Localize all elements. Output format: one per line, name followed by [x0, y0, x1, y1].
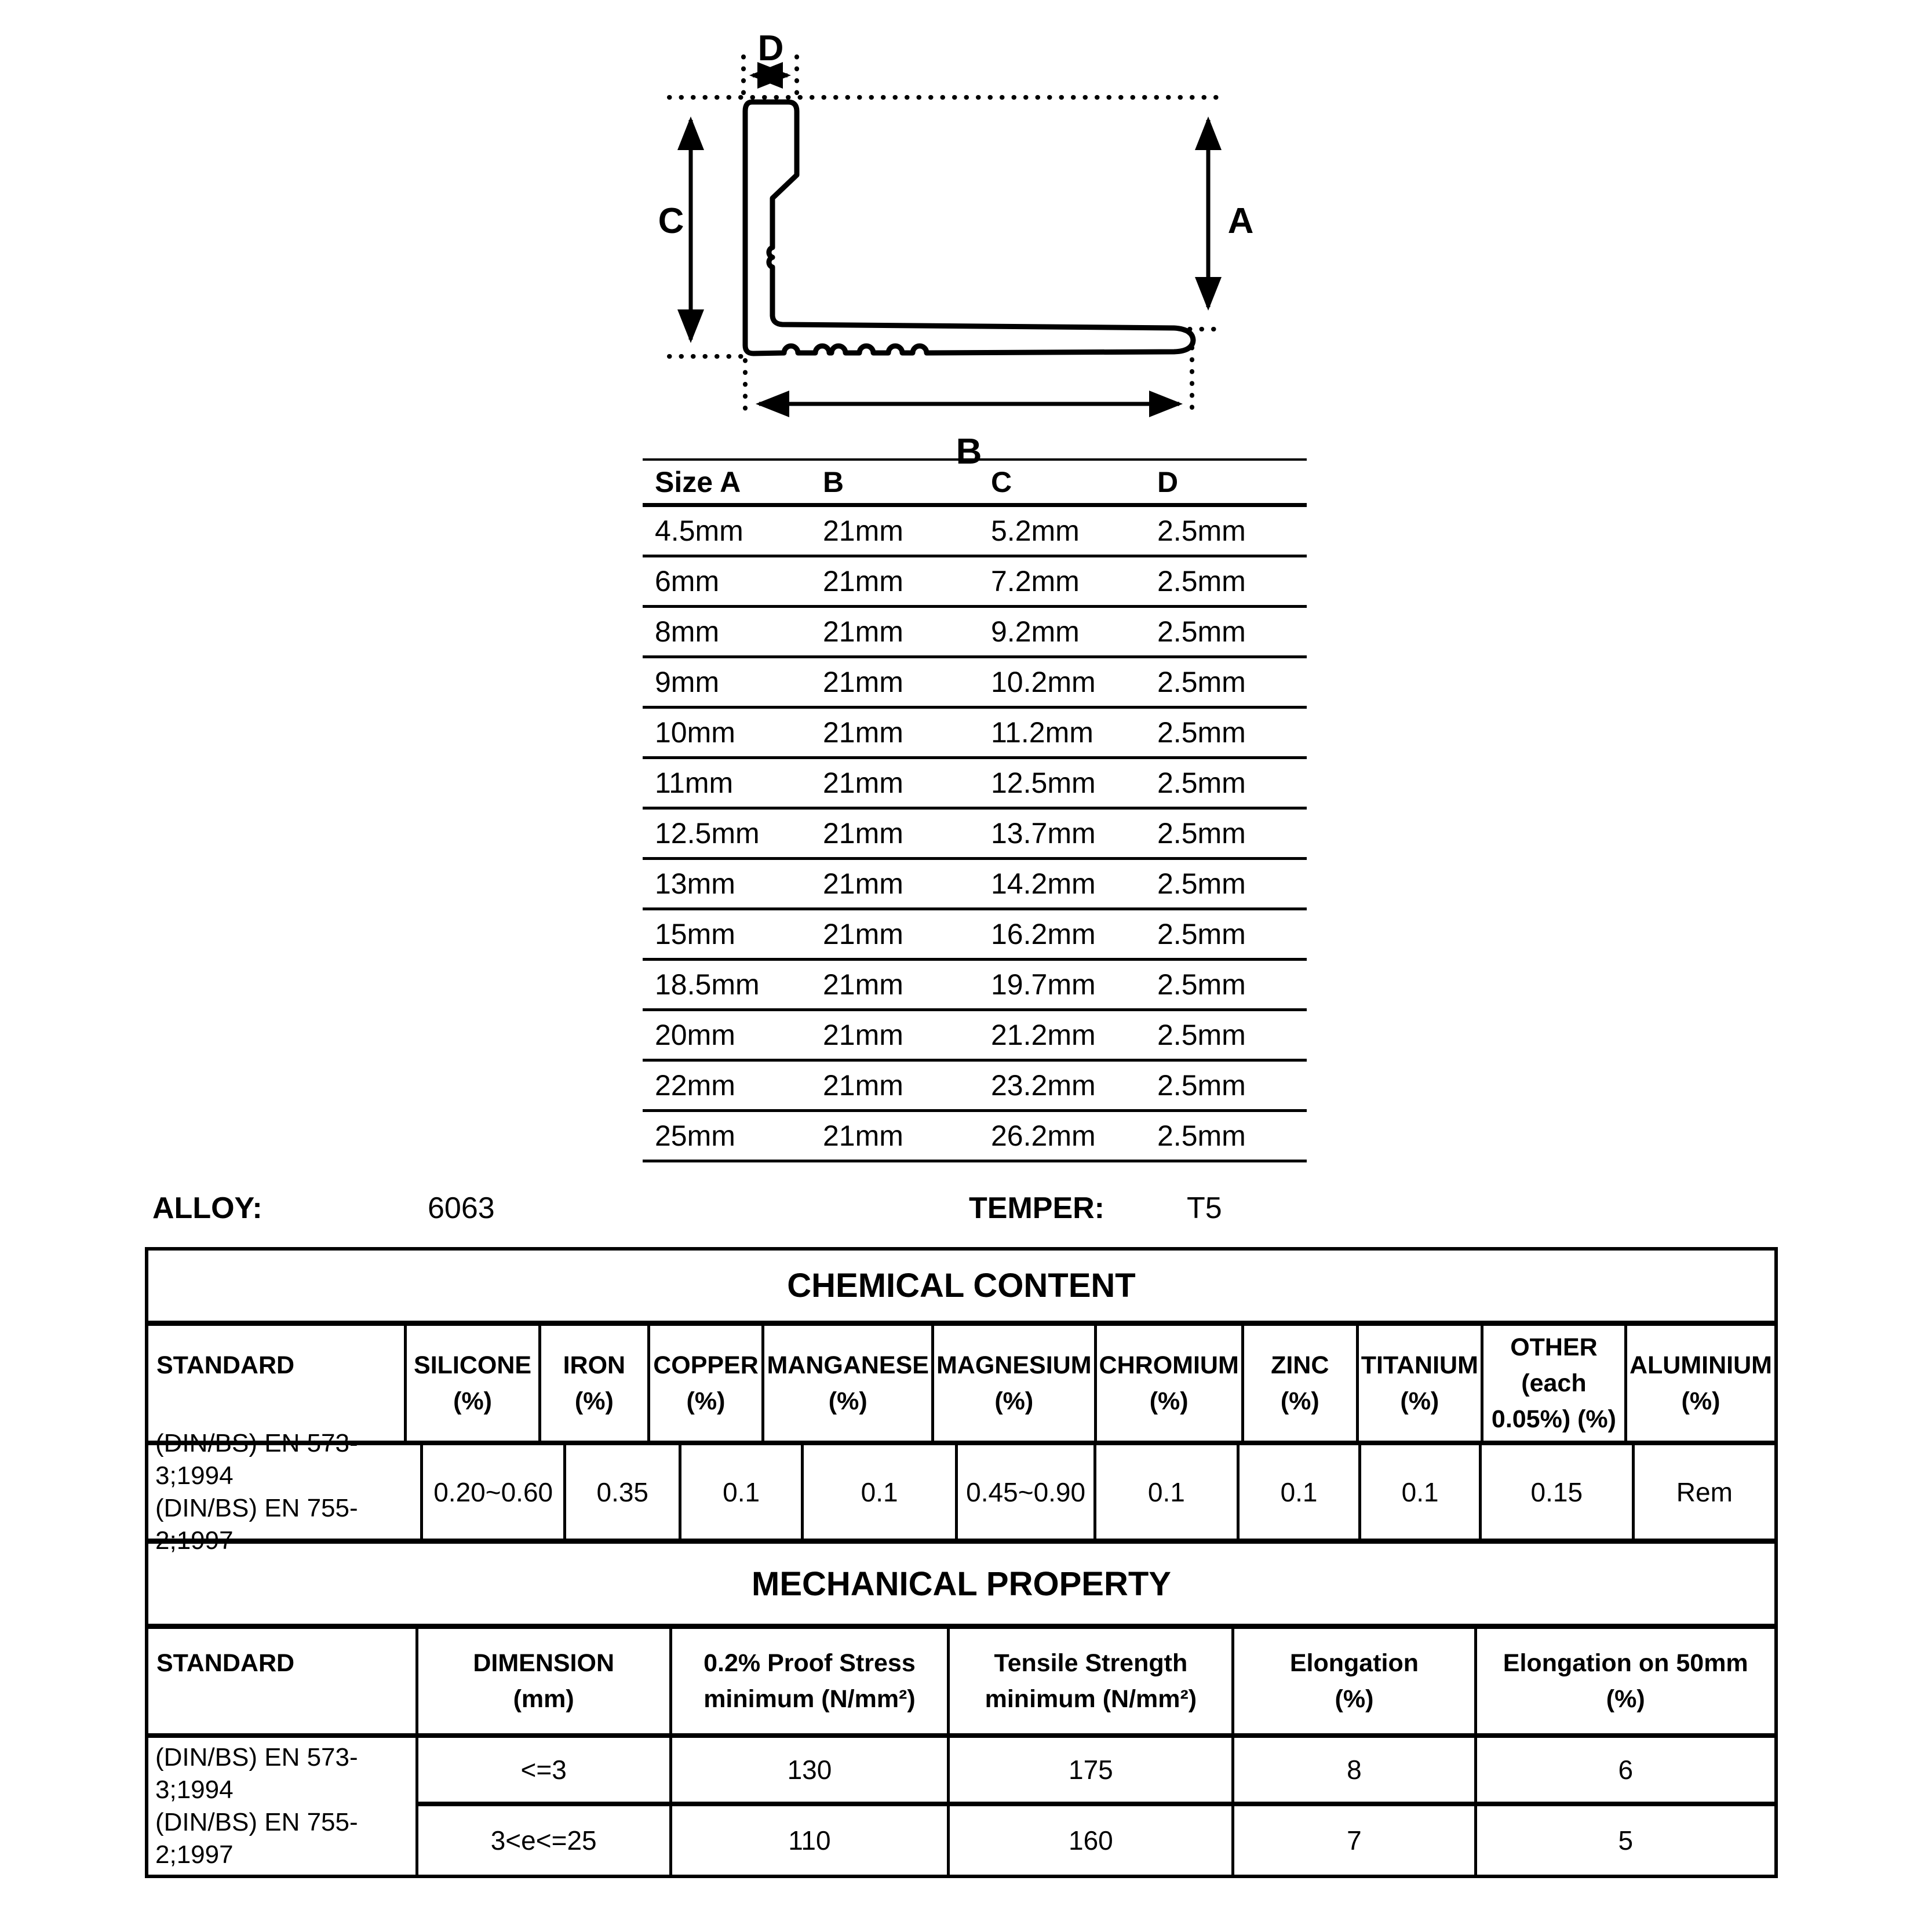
- dimension-label-a: A: [1227, 201, 1254, 241]
- size-table-cell: 21mm: [823, 1069, 903, 1102]
- column-header-unit: 0.05%) (%): [1491, 1405, 1616, 1433]
- column-header-name: OTHER (each: [1510, 1333, 1598, 1397]
- chemical-value-cell: 0.1: [1240, 1445, 1361, 1539]
- column-header: [541, 1326, 650, 1441]
- size-table-cell: 2.5mm: [1157, 1069, 1246, 1102]
- size-table-row: [643, 1062, 1307, 1112]
- column-header-unit: (%): [1606, 1685, 1645, 1713]
- chemical-value-cell: 0.15: [1482, 1445, 1635, 1539]
- column-header: [672, 1629, 950, 1733]
- size-table-cell: 21.2mm: [991, 1019, 1096, 1051]
- mechanical-standard-cell: [148, 1738, 418, 1875]
- alloy-label: ALLOY:: [152, 1191, 263, 1225]
- size-table-cell: 21mm: [823, 1120, 903, 1152]
- size-table-row: [643, 507, 1307, 557]
- column-header: [1477, 1629, 1774, 1733]
- size-table-cell: 2.5mm: [1157, 716, 1246, 749]
- mechanical-property-title: MECHANICAL PROPERTY: [148, 1544, 1774, 1629]
- size-table-cell: 4.5mm: [655, 515, 743, 547]
- column-header-unit: (%): [574, 1387, 614, 1415]
- size-table-row: [643, 557, 1307, 608]
- size-table-row: [643, 1112, 1307, 1162]
- column-header: [148, 1629, 418, 1733]
- size-table-cell: 19.7mm: [991, 968, 1096, 1001]
- size-table-cell: 13mm: [655, 867, 735, 900]
- size-table-cell: 21mm: [823, 817, 903, 850]
- chemical-value-cell: Rem: [1676, 1477, 1733, 1507]
- column-header-name: 0.2% Proof Stress: [703, 1649, 916, 1677]
- size-table-cell: 15mm: [655, 918, 735, 950]
- column-header-name: MAGNESIUM: [936, 1351, 1092, 1379]
- size-table-cell: 2.5mm: [1157, 565, 1246, 597]
- size-table-cell: 22mm: [655, 1069, 735, 1102]
- size-table-cell: 14.2mm: [991, 867, 1096, 900]
- mechanical-value-cell: 160: [950, 1806, 1234, 1875]
- standard-line: (DIN/BS) EN 755-2;1997: [155, 1808, 358, 1869]
- size-table-cell: 21mm: [823, 716, 903, 749]
- mechanical-value-cell: 7: [1234, 1806, 1477, 1875]
- column-header: [1359, 1326, 1483, 1441]
- size-table-cell: 18.5mm: [655, 968, 760, 1001]
- mechanical-value-cell: 175: [950, 1738, 1234, 1806]
- dimension-label-d: D: [757, 28, 784, 68]
- mechanical-value-cell: 110: [672, 1806, 950, 1875]
- size-table-cell: 2.5mm: [1157, 968, 1246, 1001]
- dimension-label-c: C: [658, 201, 684, 241]
- dimension-label-b: B: [956, 432, 982, 472]
- column-header: [1627, 1326, 1774, 1441]
- column-header-unit: (%): [1400, 1387, 1439, 1415]
- column-header-name: Elongation: [1289, 1649, 1419, 1677]
- size-table-cell: 6mm: [655, 565, 720, 597]
- mechanical-value-cell: 5: [1618, 1825, 1634, 1856]
- size-table-row: [643, 608, 1307, 658]
- size-table-cell: 11mm: [655, 767, 734, 799]
- column-header-unit: (%): [686, 1387, 726, 1415]
- column-header: [1097, 1326, 1244, 1441]
- chemical-data-row: [148, 1428, 1774, 1555]
- column-header-name: CHROMIUM: [1099, 1351, 1239, 1379]
- size-table-cell: 2.5mm: [1157, 918, 1246, 950]
- chemical-value-cell: 0.45~0.90: [958, 1445, 1096, 1539]
- column-header-unit: (%): [1335, 1685, 1374, 1713]
- size-table-cell: 7.2mm: [991, 565, 1080, 597]
- size-table-cell: 2.5mm: [1157, 615, 1246, 648]
- column-header-unit: (%): [1280, 1387, 1319, 1415]
- column-header-name: IRON: [563, 1351, 626, 1379]
- size-table-row: [643, 658, 1307, 709]
- size-table-cell: 11.2mm: [991, 716, 1093, 749]
- size-table-cell: 13.7mm: [991, 817, 1096, 850]
- size-table-cell: 2.5mm: [1157, 666, 1246, 698]
- size-table-cell: 21mm: [823, 1019, 903, 1051]
- column-header-name: Tensile Strength: [994, 1649, 1188, 1677]
- standard-line: (DIN/BS) EN 755-2;1997: [155, 1493, 358, 1555]
- size-table-cell: 26.2mm: [991, 1120, 1096, 1152]
- profile-drawing: [603, 17, 1310, 487]
- size-table-cell: 12.5mm: [655, 817, 760, 850]
- chemical-value-cell: 0.1: [681, 1445, 803, 1539]
- column-header-name: ZINC: [1271, 1351, 1329, 1379]
- column-header-name: STANDARD: [156, 1351, 295, 1379]
- column-header-unit: (%): [453, 1387, 492, 1415]
- size-table-cell: 23.2mm: [991, 1069, 1096, 1102]
- size-table-cell: 25mm: [655, 1120, 735, 1152]
- column-header-unit: minimum (N/mm²): [703, 1685, 916, 1713]
- size-table-cell: 2.5mm: [1157, 767, 1246, 799]
- column-header-name: MANGANESE: [767, 1351, 929, 1379]
- size-table-cell: 20mm: [655, 1019, 735, 1051]
- column-header-unit: (%): [1681, 1387, 1720, 1415]
- l-profile-outline: [745, 102, 1193, 353]
- size-table-cell: 5.2mm: [991, 515, 1080, 547]
- column-header-unit: minimum (N/mm²): [985, 1685, 1197, 1713]
- chemical-value-cell: 0.1: [1096, 1445, 1240, 1539]
- column-header-unit: (%): [1149, 1387, 1189, 1415]
- mechanical-header-row: [148, 1629, 1774, 1738]
- column-header-name: Elongation on 50mm: [1503, 1649, 1748, 1677]
- temper-value: T5: [1187, 1191, 1222, 1225]
- standard-line: (DIN/BS) EN 573-3;1994: [155, 1428, 358, 1490]
- alloy-value: 6063: [428, 1191, 495, 1225]
- size-table-cell: 16.2mm: [991, 918, 1096, 950]
- column-header: [148, 1326, 407, 1441]
- column-header-name: DIMENSION: [473, 1649, 614, 1677]
- column-header-name: SILICONE: [414, 1351, 532, 1379]
- size-table-cell: 10mm: [655, 716, 735, 749]
- column-header-name: TITANIUM: [1361, 1351, 1478, 1379]
- mechanical-value-cell: 8: [1234, 1738, 1477, 1806]
- size-table-cell: 10.2mm: [991, 666, 1096, 698]
- size-table-header-c: C: [991, 465, 1012, 498]
- size-table-cell: 2.5mm: [1157, 817, 1246, 850]
- column-header-name: STANDARD: [156, 1649, 295, 1677]
- size-table-row: [643, 709, 1307, 759]
- spec-table: [145, 1247, 1778, 1878]
- size-table-cell: 21mm: [823, 615, 903, 648]
- size-table-cell: 21mm: [823, 666, 903, 698]
- size-table-cell: 21mm: [823, 767, 903, 799]
- size-table-header-row: [643, 458, 1307, 507]
- size-table-cell: 21mm: [823, 968, 903, 1001]
- chemical-standard-cell: [148, 1428, 423, 1555]
- size-table: [643, 458, 1307, 1162]
- standard-line: (DIN/BS) EN 573-3;1994: [155, 1743, 358, 1804]
- size-table-row: [643, 1011, 1307, 1062]
- mechanical-value-cell: 130: [672, 1738, 950, 1806]
- column-header-name: ALUMINIUM: [1629, 1351, 1772, 1379]
- chemical-value-cell: 0.1: [804, 1445, 958, 1539]
- size-table-row: [643, 910, 1307, 961]
- size-table-header-size-a: Size A: [655, 465, 741, 498]
- column-header: [407, 1326, 541, 1441]
- mechanical-value-cell: <=3: [418, 1738, 672, 1806]
- column-header-name: COPPER: [653, 1351, 759, 1379]
- column-header: [1244, 1326, 1359, 1441]
- size-table-cell: 21mm: [823, 867, 903, 900]
- mechanical-value-cell: 3<e<=25: [418, 1806, 672, 1875]
- size-table-cell: 8mm: [655, 615, 720, 648]
- column-header-unit: (%): [994, 1387, 1034, 1415]
- size-table-row: [643, 810, 1307, 860]
- size-table-cell: 9mm: [655, 666, 720, 698]
- chemical-value-cell: 0.20~0.60: [423, 1445, 566, 1539]
- size-table-cell: 12.5mm: [991, 767, 1096, 799]
- column-header: [418, 1629, 672, 1733]
- size-table-cell: 21mm: [823, 515, 903, 547]
- column-header: [950, 1629, 1234, 1733]
- column-header-unit: (%): [828, 1387, 867, 1415]
- size-table-cell: 9.2mm: [991, 615, 1080, 648]
- chemical-value-cell: 0.35: [566, 1445, 681, 1539]
- size-table-row: [643, 860, 1307, 910]
- column-header: [934, 1326, 1097, 1441]
- column-header-unit: (mm): [513, 1685, 574, 1713]
- chemical-content-title: CHEMICAL CONTENT: [148, 1251, 1774, 1326]
- temper-label: TEMPER:: [969, 1191, 1104, 1225]
- size-table-header-d: D: [1157, 465, 1179, 498]
- size-table-cell: 2.5mm: [1157, 867, 1246, 900]
- size-table-cell: 2.5mm: [1157, 1120, 1246, 1152]
- mechanical-data-rows: [148, 1738, 1774, 1875]
- size-table-cell: 2.5mm: [1157, 515, 1246, 547]
- size-table-cell: 21mm: [823, 565, 903, 597]
- column-header: [1234, 1629, 1477, 1733]
- column-header: [764, 1326, 934, 1441]
- column-header: [1483, 1326, 1627, 1441]
- column-header: [650, 1326, 765, 1441]
- chemical-value-cell: 0.1: [1361, 1445, 1482, 1539]
- size-table-row: [643, 961, 1307, 1011]
- size-table-header-b: B: [823, 465, 844, 498]
- mechanical-value-cell: 6: [1477, 1738, 1774, 1806]
- size-table-body: [643, 507, 1307, 1162]
- size-table-cell: 21mm: [823, 918, 903, 950]
- size-table-cell: 2.5mm: [1157, 1019, 1246, 1051]
- size-table-row: [643, 759, 1307, 810]
